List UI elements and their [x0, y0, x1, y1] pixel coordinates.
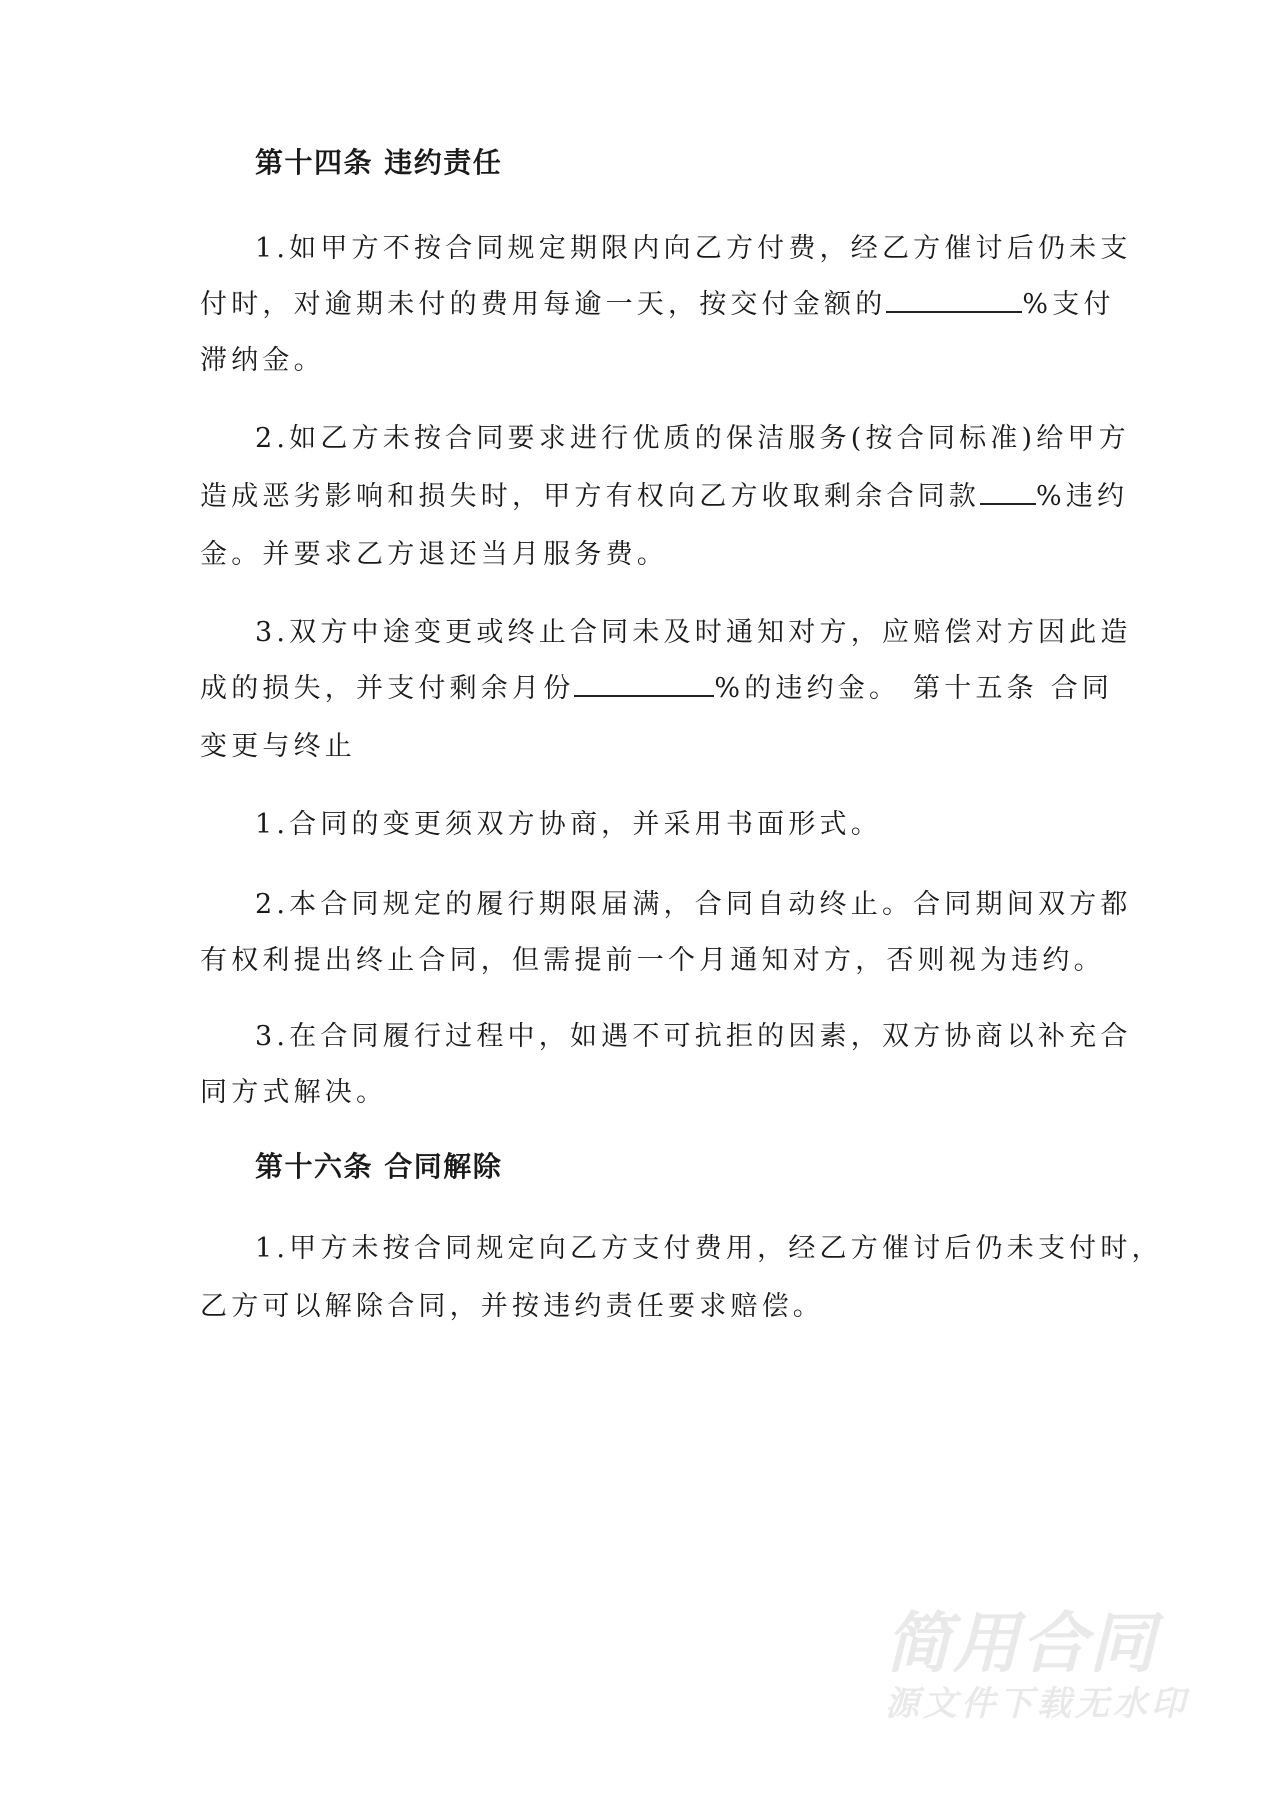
article-15-clause-2-line-2: 有权利提出终止合同，但需提前一个月通知对方，否则视为违约。	[200, 945, 1105, 976]
article-14-clause-2-line-1: 2.如乙方未按合同要求进行优质的保洁服务(按合同标准)给甲方	[255, 423, 1130, 454]
fill-in-blank-remaining-months-rate	[574, 673, 714, 697]
text-after-blank: %违约	[1036, 481, 1129, 512]
article-14-clause-2-line-3: 金。并要求乙方退还当月服务费。	[200, 539, 668, 570]
article-16-clause-1-line-2: 乙方可以解除合同，并按违约责任要求赔偿。	[200, 1291, 824, 1322]
article-14-heading: 第十四条 违约责任	[255, 146, 503, 179]
article-16-heading: 第十六条 合同解除	[255, 1150, 503, 1183]
article-14-clause-1-line-1: 1.如甲方不按合同规定期限内向乙方付费，经乙方催讨后仍未支	[255, 233, 1132, 264]
fill-in-blank-penalty-rate	[980, 481, 1036, 505]
fill-in-blank-late-fee-rate	[886, 289, 1022, 313]
article-14-clause-3-line-1: 3.双方中途变更或终止合同未及时通知对方，应赔偿对方因此造	[255, 617, 1132, 648]
article-14-clause-3-line-3: 变更与终止	[200, 731, 356, 762]
article-15-clause-3-line-1: 3.在合同履行过程中，如遇不可抗拒的因素，双方协商以补充合	[255, 1021, 1132, 1052]
watermark-subtitle: 源文件下载无水印	[885, 1684, 1189, 1724]
article-15-clause-3-line-2: 同方式解决。	[200, 1077, 388, 1108]
article-14-clause-3-line-2	[200, 672, 1113, 706]
text-before-blank: 造成恶劣影响和损失时，甲方有权向乙方收取剩余合同款	[200, 481, 980, 512]
article-14-clause-1-line-2	[200, 288, 1115, 322]
article-14-clause-1-line-3: 滞纳金。	[200, 345, 325, 376]
article-15-clause-1-line-1: 1.合同的变更须双方协商，并采用书面形式。	[255, 809, 882, 840]
article-15-clause-2-line-1: 2.本合同规定的履行期限届满，合同自动终止。合同期间双方都	[255, 889, 1132, 920]
article-14-clause-2-line-2	[200, 480, 1128, 514]
text-after-blank: %的违约金。 第十五条 合同	[714, 673, 1114, 704]
article-16-clause-1-line-1: 1.甲方未按合同规定向乙方支付费用，经乙方催讨后仍未支付时，	[255, 1233, 1163, 1264]
watermark-title: 简用合同	[885, 1605, 1157, 1682]
text-before-blank: 成的损失，并支付剩余月份	[200, 673, 575, 704]
text-before-blank: 付时，对逾期未付的费用每逾一天，按交付金额的	[200, 289, 887, 320]
text-after-blank: %支付	[1022, 289, 1115, 320]
